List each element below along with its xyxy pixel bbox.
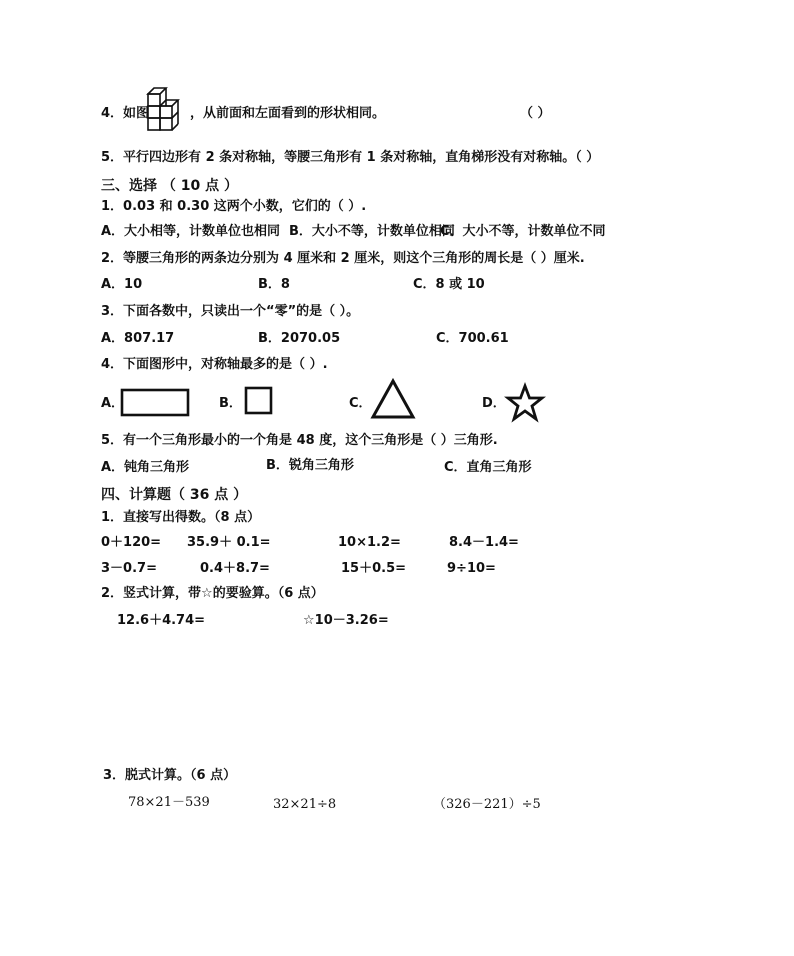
oral-calc-item: 0.4＋8.7= (200, 561, 270, 576)
choice-q2-stem: 2．等腰三角形的两条边分别为 4 厘米和 2 厘米，则这个三角形的周长是（ ）厘米. (101, 251, 585, 266)
choice-q2-option-c: C．8 或 10 (413, 277, 485, 292)
oral-calc-item: 35.9＋ 0.1= (187, 535, 271, 550)
choice-q4-option-a: A． (101, 396, 125, 411)
stepwise-calc-item: 32×21÷8 (273, 797, 337, 812)
calc-part3-title: 3．脱式计算。（6 点） (103, 768, 237, 783)
choice-q5-option-a: A．钝角三角形 (101, 460, 190, 475)
cube-stack-figure (145, 84, 187, 136)
choice-q5-option-c: C．直角三角形 (444, 460, 532, 475)
vertical-calc-item: ☆10－3.26= (303, 613, 389, 628)
choice-heading: 三、选择 （ 10 点 ） (101, 178, 238, 194)
choice-q5-stem: 5．有一个三角形最小的一个角是 48 度，这个三角形是（ ）三角形. (101, 433, 498, 448)
judge-q4-answer-paren: （ ） (520, 106, 551, 121)
choice-q4-stem: 4．下面图形中，对称轴最多的是（ ）. (101, 357, 328, 372)
oral-calc-item: 15＋0.5= (341, 561, 407, 576)
oral-calc-item: 9÷10= (447, 561, 496, 576)
judge-q5: 5．平行四边形有 2 条对称轴，等腰三角形有 1 条对称轴，直角梯形没有对称轴。（ ） (101, 150, 600, 165)
choice-q1-stem: 1．0.03 和 0.30 这两个小数，它们的（ ）. (101, 199, 367, 214)
square-shape-icon (244, 386, 274, 416)
choice-q3-option-b: B．2070.05 (258, 331, 341, 346)
calc-heading: 四、计算题（ 36 点 ） (101, 487, 248, 503)
stepwise-calc-item: 78×21－539 (128, 795, 210, 810)
calc-part1-title: 1．直接写出得数。（8 点） (101, 510, 261, 525)
judge-q4-suffix: ，从前面和左面看到的形状相同。 (190, 106, 386, 121)
stepwise-calc-item: （326－221）÷5 (433, 797, 541, 812)
oral-calc-item: 10×1.2= (338, 535, 401, 550)
choice-q5-option-b: B．锐角三角形 (266, 458, 354, 473)
oral-calc-item: 8.4－1.4= (449, 535, 519, 550)
choice-q1-option-a: A．大小相等，计数单位也相同 (101, 224, 281, 239)
oral-calc-item: 0＋120= (101, 535, 162, 550)
choice-q3-stem: 3．下面各数中，只读出一个“零”的是（ ）。 (101, 304, 360, 319)
rectangle-shape-icon (120, 388, 190, 418)
oral-calc-item: 3－0.7= (101, 561, 157, 576)
choice-q4-option-c: C． (349, 396, 372, 411)
star-shape-icon (505, 384, 545, 422)
choice-q2-option-b: B．8 (258, 277, 290, 292)
judge-q4-prefix: 4．如图 (101, 106, 150, 121)
choice-q1-option-b: B．大小不等，计数单位相同 (289, 224, 455, 239)
choice-q2-option-a: A．10 (101, 277, 143, 292)
vertical-calc-item: 12.6＋4.74= (117, 613, 206, 628)
choice-q4-option-d: D． (482, 396, 506, 411)
triangle-shape-icon (370, 378, 416, 420)
choice-q1-option-c: C．大小不等，计数单位不同 (440, 224, 606, 239)
calc-part2-title: 2．竖式计算，带☆的要验算。（6 点） (101, 586, 324, 601)
choice-q4-option-b: B． (219, 396, 242, 411)
choice-q3-option-a: A．807.17 (101, 331, 175, 346)
choice-q3-option-c: C．700.61 (436, 331, 509, 346)
